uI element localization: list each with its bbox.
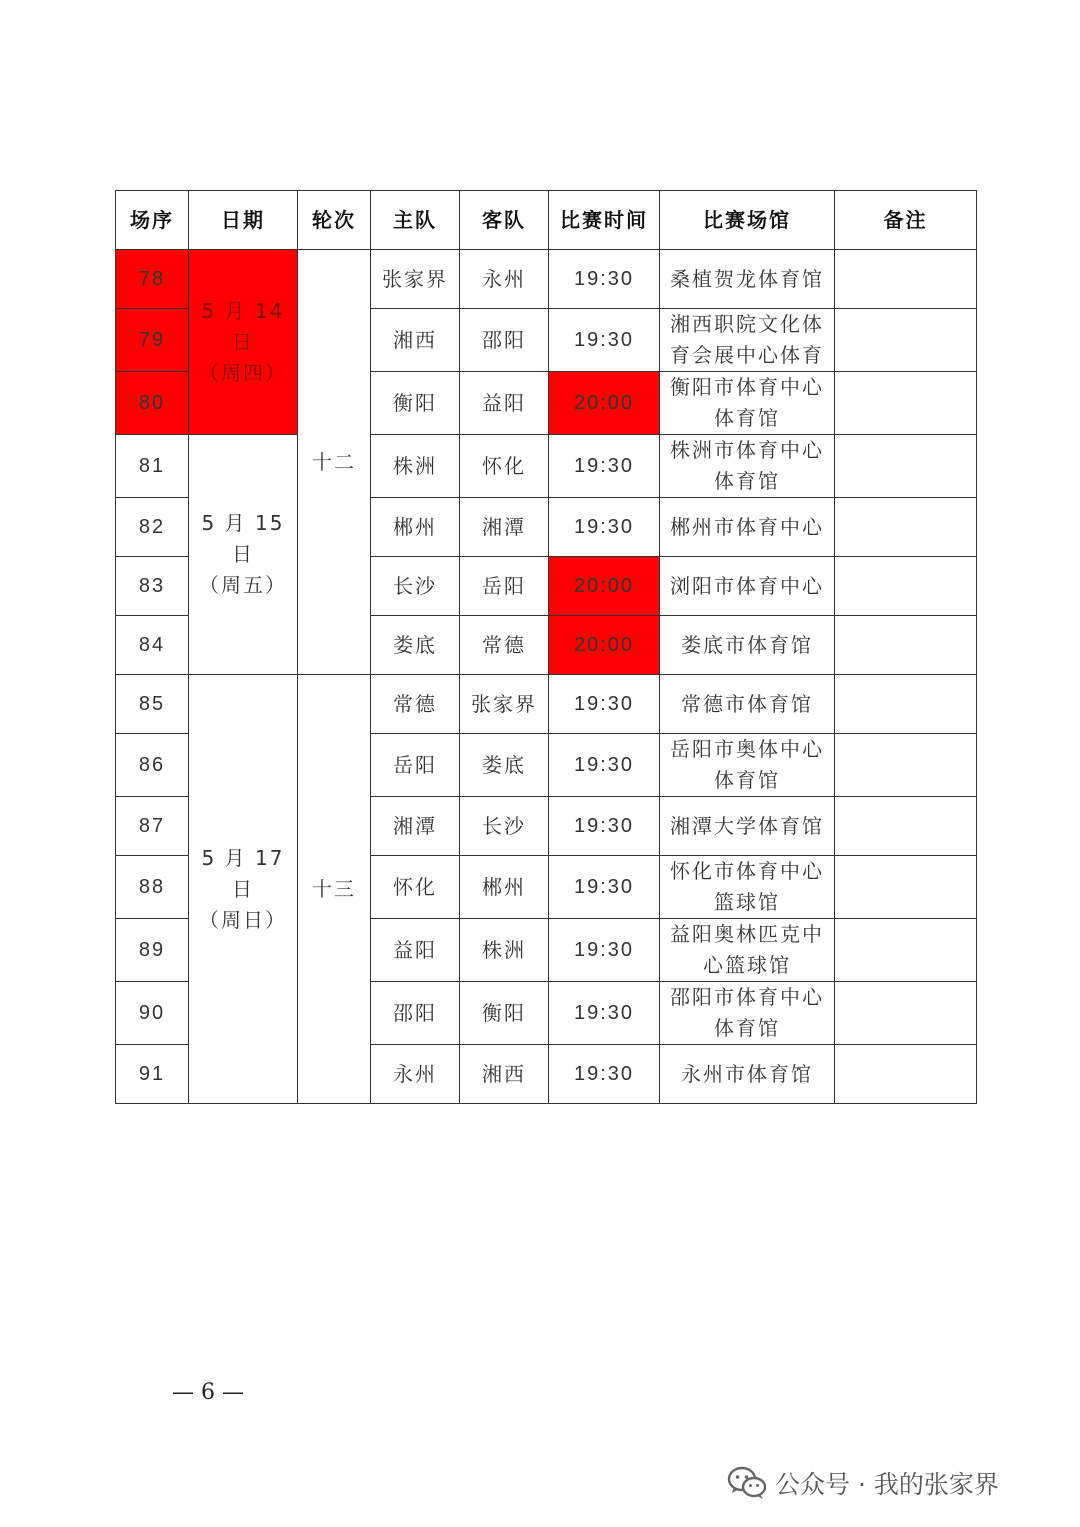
weekday-text: （周日） <box>199 907 287 932</box>
cell-time: 19:30 <box>549 250 660 309</box>
cell-round: 十三 <box>298 675 371 1104</box>
header-home: 主队 <box>371 191 460 250</box>
cell-seq: 78 <box>116 250 189 309</box>
cell-seq: 86 <box>116 734 189 797</box>
cell-note <box>835 250 977 309</box>
cell-seq: 83 <box>116 557 189 616</box>
cell-venue: 湘西职院文化体育会展中心体育 <box>660 309 835 372</box>
cell-venue: 株洲市体育中心体育馆 <box>660 435 835 498</box>
cell-note <box>835 1045 977 1104</box>
cell-seq: 91 <box>116 1045 189 1104</box>
cell-venue: 湘潭大学体育馆 <box>660 797 835 856</box>
cell-home: 郴州 <box>371 498 460 557</box>
cell-away: 衡阳 <box>460 982 549 1045</box>
cell-time: 19:30 <box>549 797 660 856</box>
cell-venue: 郴州市体育中心 <box>660 498 835 557</box>
cell-away: 怀化 <box>460 435 549 498</box>
cell-home: 邵阳 <box>371 982 460 1045</box>
cell-time: 20:00 <box>549 557 660 616</box>
cell-venue: 岳阳市奥体中心体育馆 <box>660 734 835 797</box>
cell-seq: 82 <box>116 498 189 557</box>
cell-away: 永州 <box>460 250 549 309</box>
cell-venue: 浏阳市体育中心 <box>660 557 835 616</box>
cell-note <box>835 557 977 616</box>
cell-time: 19:30 <box>549 435 660 498</box>
cell-note <box>835 372 977 435</box>
cell-note <box>835 982 977 1045</box>
cell-time: 19:30 <box>549 734 660 797</box>
cell-note <box>835 498 977 557</box>
cell-note <box>835 309 977 372</box>
cell-away: 湘西 <box>460 1045 549 1104</box>
cell-time: 19:30 <box>549 309 660 372</box>
cell-seq: 80 <box>116 372 189 435</box>
cell-time: 19:30 <box>549 675 660 734</box>
watermark-text: 公众号 · 我的张家界 <box>775 1470 999 1499</box>
cell-home: 娄底 <box>371 616 460 675</box>
cell-seq: 90 <box>116 982 189 1045</box>
cell-round: 十二 <box>298 250 371 675</box>
page-number: — 6 — <box>172 1380 244 1405</box>
header-venue: 比赛场馆 <box>660 191 835 250</box>
cell-away: 益阳 <box>460 372 549 435</box>
cell-time: 19:30 <box>549 982 660 1045</box>
weekday-text: （周五） <box>199 573 287 597</box>
cell-time: 19:30 <box>549 1045 660 1104</box>
cell-note <box>835 797 977 856</box>
cell-seq: 89 <box>116 919 189 982</box>
cell-away: 常德 <box>460 616 549 675</box>
header-note: 备注 <box>835 191 977 250</box>
cell-home: 怀化 <box>371 856 460 919</box>
cell-home: 株洲 <box>371 435 460 498</box>
cell-home: 长沙 <box>371 557 460 616</box>
cell-time: 19:30 <box>549 919 660 982</box>
date-text: 5 月 15 日 <box>201 511 285 566</box>
header-away: 客队 <box>460 191 549 250</box>
weekday-text: （周四） <box>199 360 287 385</box>
cell-seq: 79 <box>116 309 189 372</box>
header-time: 比赛时间 <box>549 191 660 250</box>
cell-time: 19:30 <box>549 498 660 557</box>
cell-away: 娄底 <box>460 734 549 797</box>
table-row <box>116 435 977 498</box>
date-text: 5 月 17 日 <box>201 845 285 901</box>
cell-date <box>189 250 298 435</box>
cell-away: 张家界 <box>460 675 549 734</box>
cell-venue: 桑植贺龙体育馆 <box>660 250 835 309</box>
cell-home: 衡阳 <box>371 372 460 435</box>
cell-venue: 邵阳市体育中心体育馆 <box>660 982 835 1045</box>
cell-away: 岳阳 <box>460 557 549 616</box>
cell-seq: 88 <box>116 856 189 919</box>
cell-note <box>835 435 977 498</box>
cell-time: 20:00 <box>549 616 660 675</box>
cell-time: 19:30 <box>549 856 660 919</box>
cell-note <box>835 919 977 982</box>
cell-date <box>189 435 298 675</box>
cell-note <box>835 734 977 797</box>
cell-away: 株洲 <box>460 919 549 982</box>
cell-venue: 衡阳市体育中心体育馆 <box>660 372 835 435</box>
header-seq: 场序 <box>116 191 189 250</box>
cell-away: 长沙 <box>460 797 549 856</box>
date-text: 5 月 14 日 <box>201 298 285 354</box>
cell-time: 20:00 <box>549 372 660 435</box>
cell-venue: 永州市体育馆 <box>660 1045 835 1104</box>
watermark <box>727 1465 999 1501</box>
cell-seq: 87 <box>116 797 189 856</box>
cell-away: 邵阳 <box>460 309 549 372</box>
cell-venue: 娄底市体育馆 <box>660 616 835 675</box>
header-row <box>116 191 977 250</box>
cell-note <box>835 675 977 734</box>
cell-seq: 85 <box>116 675 189 734</box>
cell-home: 岳阳 <box>371 734 460 797</box>
cell-home: 湘潭 <box>371 797 460 856</box>
cell-note <box>835 856 977 919</box>
cell-note <box>835 616 977 675</box>
cell-date <box>189 675 298 1104</box>
header-date: 日期 <box>189 191 298 250</box>
table-row <box>116 675 977 734</box>
cell-venue: 常德市体育馆 <box>660 675 835 734</box>
wechat-icon <box>727 1466 767 1500</box>
cell-home: 湘西 <box>371 309 460 372</box>
cell-seq: 81 <box>116 435 189 498</box>
cell-home: 永州 <box>371 1045 460 1104</box>
header-round: 轮次 <box>298 191 371 250</box>
cell-home: 张家界 <box>371 250 460 309</box>
cell-home: 常德 <box>371 675 460 734</box>
cell-away: 郴州 <box>460 856 549 919</box>
cell-away: 湘潭 <box>460 498 549 557</box>
schedule-table <box>115 190 977 1104</box>
cell-seq: 84 <box>116 616 189 675</box>
cell-venue: 怀化市体育中心篮球馆 <box>660 856 835 919</box>
cell-venue: 益阳奥林匹克中心篮球馆 <box>660 919 835 982</box>
table-row <box>116 250 977 309</box>
cell-home: 益阳 <box>371 919 460 982</box>
